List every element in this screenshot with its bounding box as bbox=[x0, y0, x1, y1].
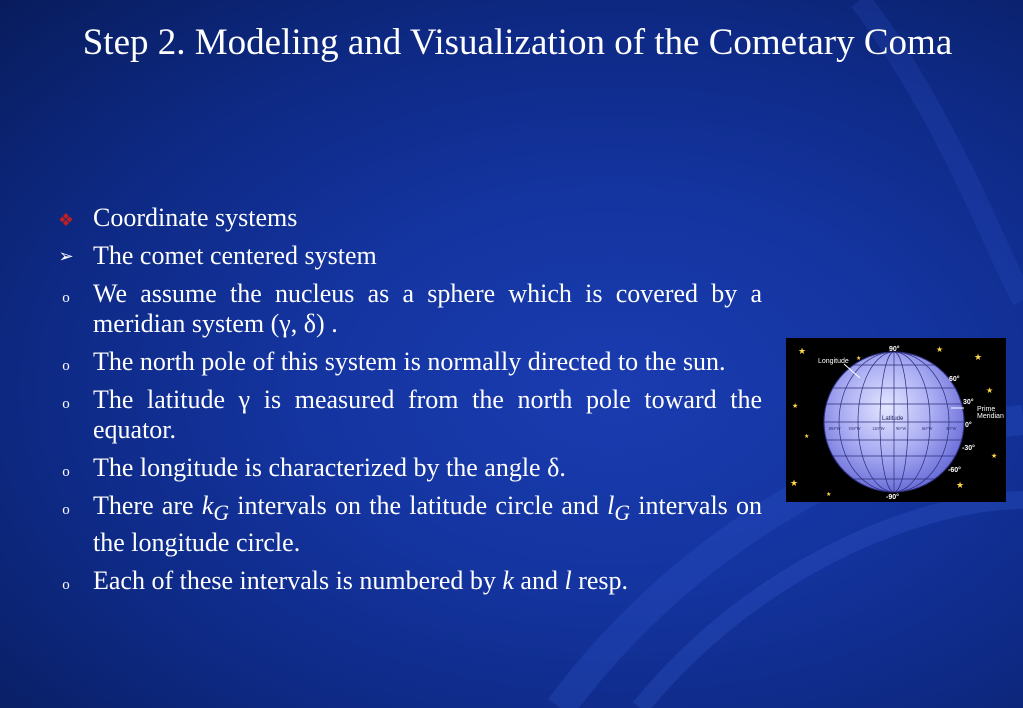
diamond-bullet-icon: ❖ bbox=[57, 210, 75, 230]
globe-illustration bbox=[786, 338, 1006, 502]
lat-60-label: 60° bbox=[949, 376, 960, 383]
bullet-item bbox=[56, 491, 762, 558]
bullet-text: We assume the nucleus as a sphere which is covered by a meridian system (γ, δ) . bbox=[93, 279, 762, 338]
prime-meridian-label: Meridian bbox=[977, 413, 1004, 420]
slide-title: Step 2. Modeling and Visualization of the Cometary Coma bbox=[82, 22, 953, 63]
globe-figure bbox=[786, 338, 1006, 502]
lon-150w-label: 150°W bbox=[848, 426, 861, 431]
circle-bullet-icon: o bbox=[62, 396, 70, 412]
arrow-bullet-icon: ➢ bbox=[58, 246, 74, 266]
lat-30-label: 30° bbox=[963, 399, 974, 406]
circle-bullet-icon: o bbox=[62, 502, 70, 518]
prime-meridian-label: Prime bbox=[977, 406, 996, 413]
lat-0-label: 0° bbox=[965, 422, 972, 429]
bullet-item bbox=[56, 385, 762, 445]
svg-text:★: ★ bbox=[826, 492, 832, 498]
circle-bullet-icon: o bbox=[62, 290, 70, 306]
svg-text:★: ★ bbox=[991, 452, 998, 460]
circle-bullet-icon: o bbox=[62, 464, 70, 480]
bullet-item bbox=[56, 241, 762, 271]
svg-text:★: ★ bbox=[792, 402, 799, 410]
bullet-text: The north pole of this system is normally directed to the sun. bbox=[93, 347, 726, 376]
bullet-text: The comet centered system bbox=[93, 241, 377, 270]
bullet-item bbox=[56, 347, 762, 377]
svg-text:★: ★ bbox=[856, 356, 862, 362]
lon-180w-label: 180°W bbox=[828, 426, 841, 431]
longitude-label: Longitude bbox=[818, 358, 849, 365]
svg-text:★: ★ bbox=[804, 434, 810, 440]
lat-minus-30-label: -30° bbox=[962, 445, 975, 452]
svg-text:★: ★ bbox=[986, 386, 994, 395]
svg-text:★: ★ bbox=[936, 345, 944, 354]
lat-90-label: 90° bbox=[889, 346, 900, 353]
bullet-item bbox=[56, 566, 762, 596]
latitude-label: Latitude bbox=[882, 416, 904, 422]
bullet-item bbox=[56, 279, 762, 339]
svg-text:★: ★ bbox=[798, 346, 807, 356]
bullet-text: The latitude γ is measured from the north pole toward the equator. bbox=[93, 385, 762, 444]
lat-minus-60-label: -60° bbox=[948, 467, 961, 474]
circle-bullet-icon: o bbox=[62, 358, 70, 374]
bullet-text: There are $k_G$ intervals on the latitude circle and $l_G$ intervals on the longitude circle. bbox=[93, 491, 763, 558]
bullet-item bbox=[56, 453, 762, 483]
svg-text:★: ★ bbox=[974, 352, 983, 362]
circle-bullet-icon: o bbox=[62, 577, 70, 594]
lat-minus-90-label: -90° bbox=[886, 494, 899, 501]
svg-text:★: ★ bbox=[790, 478, 799, 488]
svg-text:★: ★ bbox=[956, 480, 965, 490]
lon-30w-label: 30°W bbox=[946, 426, 957, 431]
bullet-list bbox=[56, 203, 762, 604]
bullet-text: Each of these intervals is numbered by k and l resp. bbox=[93, 566, 629, 596]
bullet-item bbox=[56, 203, 762, 233]
bullet-text: The longitude is characterized by the angle δ. bbox=[93, 453, 566, 482]
lon-120w-label: 120°W bbox=[872, 426, 885, 431]
bullet-text: Coordinate systems bbox=[93, 203, 298, 232]
lon-90w-label: 90°W bbox=[896, 426, 907, 431]
lon-60w-label: 60°W bbox=[922, 426, 933, 431]
